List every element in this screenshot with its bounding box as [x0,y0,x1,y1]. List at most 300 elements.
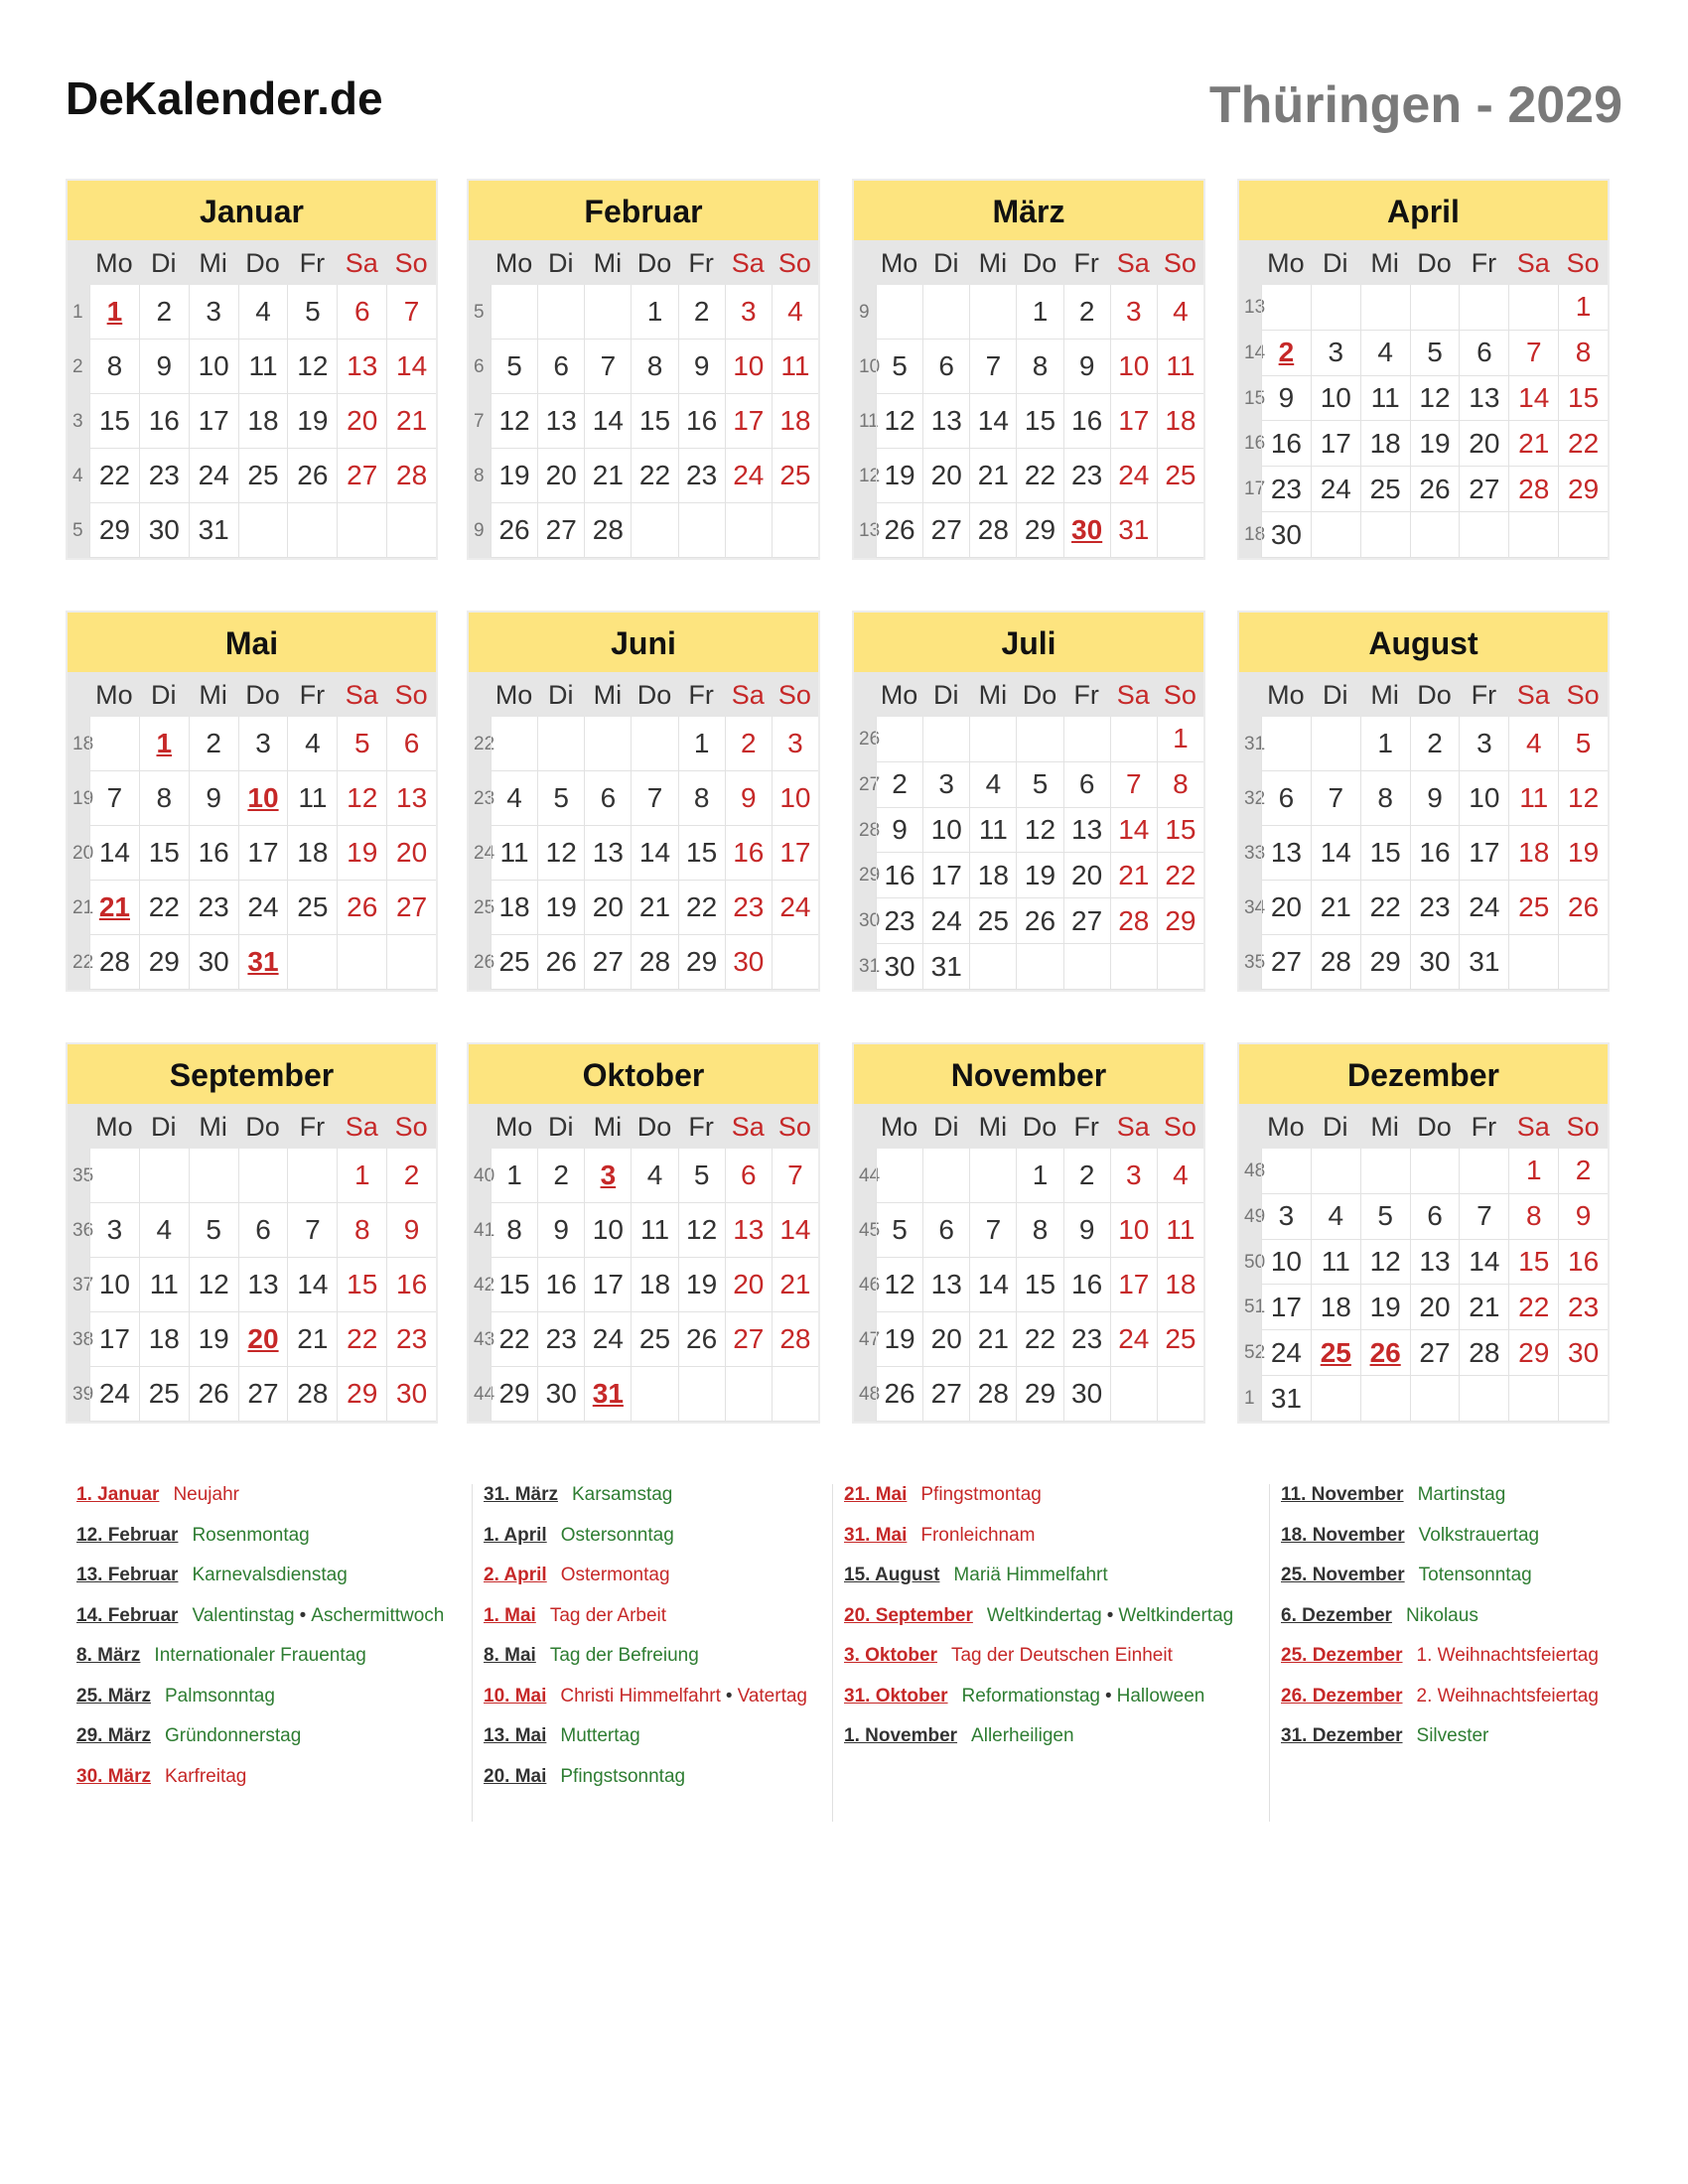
day-cell: 23 [1558,1285,1608,1330]
day-cell: 12 [1016,808,1062,854]
week-row [469,503,818,558]
day-cell: 19 [678,1258,725,1312]
legend-entry [844,1686,1204,1707]
legend-date: 31. Oktober [844,1685,948,1706]
day-cell: 8 [1016,340,1062,394]
day-cell: 6 [386,717,436,771]
day-cell: 26 [876,1367,922,1422]
day-cell: 23 [1410,881,1460,935]
weekday-label: Sa [345,248,378,278]
brand-logo: DeKalender.de [66,72,383,124]
legend-holiday-name: Halloween [1116,1685,1205,1706]
legend-holiday-name: Volkstrauertag [1418,1524,1540,1546]
empty-day-cell [1410,512,1460,558]
day-cell: 28 [1110,898,1157,944]
day-cell: 8 [1360,771,1410,826]
day-cell: 6 [584,771,631,826]
day-cell: 9 [1063,340,1110,394]
month-title: Februar [469,181,818,240]
day-cell: 15 [1360,826,1410,881]
day-cell: 25 [1360,467,1410,512]
day-cell: 10 [189,340,238,394]
day-cell: 13 [922,1258,969,1312]
week-row [68,503,436,558]
legend-entry [484,1565,670,1586]
day-cell: 24 [89,1367,139,1422]
weekday-label: Do [245,680,280,710]
week-number: 50 [1239,1240,1261,1286]
day-cell: 13 [238,1258,288,1312]
day-cell: 16 [1063,394,1110,449]
weekday-label: Sa [1516,1112,1550,1142]
weekday-label: Mi [1370,680,1399,710]
week-number: 18 [68,717,89,771]
empty-day-cell [337,503,386,558]
legend-holiday-name: Weltkindertag [1118,1604,1234,1626]
legend-entry [1281,1484,1505,1506]
weekday-label: Sa [1116,680,1150,710]
empty-day-cell [772,935,818,990]
week-row [68,1149,436,1203]
day-cell: 23 [1063,1312,1110,1367]
day-cell: 23 [725,881,772,935]
weekday-label: Do [1022,1112,1057,1142]
legend-holiday-name: Allerheiligen [971,1725,1074,1746]
week-number-header [68,672,89,717]
empty-day-cell [1410,1149,1460,1194]
legend-divider [832,1484,833,1822]
week-row [854,944,1203,990]
weekday-label: Mi [1370,248,1399,278]
day-cell: 21 [1459,1285,1508,1330]
day-cell: 13 [1261,826,1311,881]
day-cell: 4 [772,285,818,340]
bullet-separator: • [1104,1685,1112,1706]
legend-entry [76,1686,275,1707]
weekday-label: Mi [593,680,623,710]
day-cell: 1 [337,1149,386,1203]
legend-holiday-name: Karsamstag [571,1484,673,1505]
day-cell: 17 [1110,394,1157,449]
legend-holiday-name: 2. Weihnachtsfeiertag [1416,1685,1599,1706]
week-number: 7 [469,394,491,449]
empty-day-cell [1410,1376,1460,1422]
empty-day-cell [386,503,436,558]
day-cell: 5 [1410,331,1460,376]
month-september [66,1042,438,1424]
day-cell: 27 [1459,467,1508,512]
weekday-label: So [777,248,811,278]
legend-entry [1281,1645,1599,1667]
week-number: 51 [1239,1285,1261,1330]
week-row [469,881,818,935]
day-cell: 24 [772,881,818,935]
day-cell: 20 [1459,421,1508,467]
weekday-label: Fr [688,248,714,278]
day-cell: 2 [1558,1149,1608,1194]
bullet-separator: • [725,1685,733,1706]
day-cell: 14 [1110,808,1157,854]
day-cell: 3 [189,285,238,340]
weekday-label: Mo [1267,680,1305,710]
day-cell: 18 [1360,421,1410,467]
legend-holiday-name: Rosenmontag [192,1524,310,1546]
empty-day-cell [1063,944,1110,990]
day-cell: 12 [678,1203,725,1258]
day-cell: 14 [1311,826,1360,881]
week-number: 15 [1239,376,1261,422]
week-row [854,449,1203,503]
weekday-label: Fr [688,1112,714,1142]
weekday-header [68,672,436,717]
empty-day-cell [1016,717,1062,762]
week-number: 4 [68,449,89,503]
day-cell: 26 [1360,1330,1410,1376]
day-cell: 3 [1311,331,1360,376]
day-cell: 6 [922,1203,969,1258]
weekday-label: Fr [299,1112,326,1142]
week-number: 27 [854,762,876,808]
week-number: 8 [469,449,491,503]
day-cell: 27 [1410,1330,1460,1376]
day-cell: 31 [584,1367,631,1422]
day-cell: 27 [922,503,969,558]
day-cell: 11 [1311,1240,1360,1286]
week-number: 5 [68,503,89,558]
legend-date: 1. April [484,1524,547,1546]
day-cell: 16 [725,826,772,881]
month-mai [66,611,438,992]
empty-day-cell [89,717,139,771]
week-row [854,340,1203,394]
empty-day-cell [1261,717,1311,771]
legend-date: 13. Februar [76,1565,179,1585]
empty-day-cell [584,717,631,771]
empty-day-cell [1110,717,1157,762]
day-cell: 17 [772,826,818,881]
day-cell: 17 [1261,1285,1311,1330]
legend-entry [76,1766,246,1788]
day-cell: 25 [1157,1312,1203,1367]
legend-date: 20. Mai [484,1765,547,1787]
legend-entry [1281,1686,1599,1707]
week-number: 18 [1239,512,1261,558]
weekday-label: Do [1022,680,1057,710]
week-row [68,1367,436,1422]
day-cell: 3 [922,762,969,808]
day-cell: 20 [386,826,436,881]
day-cell: 1 [491,1149,537,1203]
day-cell: 5 [189,1203,238,1258]
legend-holiday-name: Weltkindertag [986,1604,1102,1626]
day-cell: 21 [287,1312,337,1367]
day-cell: 24 [1459,881,1508,935]
day-cell: 28 [631,935,677,990]
weekday-header [854,672,1203,717]
weekday-label: So [394,1112,428,1142]
day-cell: 18 [1508,826,1558,881]
day-cell: 17 [189,394,238,449]
legend-entry [76,1725,301,1747]
empty-day-cell [969,944,1016,990]
day-cell: 8 [1157,762,1203,808]
weekday-label: Mo [880,248,918,278]
day-cell: 19 [1016,853,1062,898]
day-cell: 7 [1110,762,1157,808]
week-number: 43 [469,1312,491,1367]
day-cell: 16 [537,1258,584,1312]
weekday-label: Fr [299,680,326,710]
legend-date: 8. Mai [484,1645,536,1666]
legend-holiday-name: Pfingstmontag [920,1484,1042,1505]
day-cell: 6 [725,1149,772,1203]
empty-day-cell [678,1367,725,1422]
day-cell: 15 [1157,808,1203,854]
weekday-label: Fr [1073,680,1099,710]
legend-holiday-name: Karfreitag [164,1765,247,1787]
day-cell: 5 [876,340,922,394]
week-number: 16 [1239,421,1261,467]
day-cell: 20 [725,1258,772,1312]
day-cell: 4 [287,717,337,771]
week-row [68,285,436,340]
legend-holiday-name: Ostermontag [560,1565,670,1585]
legend-entry [484,1645,699,1667]
week-number: 30 [854,898,876,944]
week-number: 29 [854,853,876,898]
day-cell: 22 [1508,1285,1558,1330]
day-cell: 2 [678,285,725,340]
day-cell: 2 [1063,285,1110,340]
empty-day-cell [238,503,288,558]
month-august [1237,611,1610,992]
legend-entry [844,1645,1173,1667]
legend-entry [844,1484,1042,1506]
legend-holiday-name: Vatertag [737,1685,807,1706]
day-cell: 17 [238,826,288,881]
week-number: 39 [68,1367,89,1422]
day-cell: 26 [876,503,922,558]
empty-day-cell [876,285,922,340]
day-cell: 12 [876,394,922,449]
empty-day-cell [386,935,436,990]
day-cell: 12 [1360,1240,1410,1286]
week-row [854,898,1203,944]
weekday-label: Do [636,1112,672,1142]
day-cell: 11 [1508,771,1558,826]
week-row [68,1203,436,1258]
day-cell: 15 [89,394,139,449]
day-cell: 20 [1063,853,1110,898]
empty-day-cell [631,1367,677,1422]
legend-date: 31. Dezember [1281,1725,1403,1746]
week-row [1239,1285,1608,1330]
day-cell: 4 [1508,717,1558,771]
weekday-label: Di [151,248,177,278]
day-cell: 24 [1110,449,1157,503]
week-number: 14 [1239,331,1261,376]
week-row [469,826,818,881]
month-title: November [854,1044,1203,1104]
day-cell: 15 [139,826,189,881]
day-cell: 28 [386,449,436,503]
day-cell: 28 [287,1367,337,1422]
legend-entry [76,1525,310,1547]
day-cell: 13 [1459,376,1508,422]
month-februar [467,179,820,560]
legend-date: 1. Januar [76,1484,160,1505]
day-cell: 24 [922,898,969,944]
weekday-label: So [1163,248,1196,278]
day-cell: 27 [922,1367,969,1422]
weekday-label: Di [1323,248,1348,278]
day-cell: 2 [1261,331,1311,376]
week-row [1239,421,1608,467]
day-cell: 4 [969,762,1016,808]
day-cell: 5 [287,285,337,340]
day-cell: 11 [139,1258,189,1312]
week-row [469,1258,818,1312]
week-row [854,1149,1203,1203]
day-cell: 9 [1558,1194,1608,1240]
week-number: 12 [854,449,876,503]
week-number: 6 [469,340,491,394]
weekday-label: Mi [978,248,1008,278]
day-cell: 24 [1110,1312,1157,1367]
bullet-separator: • [1106,1604,1114,1626]
legend-holiday-name: 1. Weihnachtsfeiertag [1416,1645,1599,1666]
week-number: 49 [1239,1194,1261,1240]
week-number: 5 [469,285,491,340]
legend-entry [76,1484,239,1506]
day-cell: 3 [772,717,818,771]
week-row [469,1312,818,1367]
empty-day-cell [1311,717,1360,771]
legend-date: 8. März [76,1645,141,1666]
legend-date: 29. März [76,1725,151,1746]
day-cell: 20 [1261,881,1311,935]
weekday-header [1239,672,1608,717]
month-title: Dezember [1239,1044,1608,1104]
weekday-label: Sa [1116,1112,1150,1142]
day-cell: 11 [238,340,288,394]
week-number-header [1239,1104,1261,1149]
day-cell: 2 [139,285,189,340]
day-cell: 9 [725,771,772,826]
day-cell: 13 [922,394,969,449]
day-cell: 22 [1157,853,1203,898]
day-cell: 14 [969,1258,1016,1312]
day-cell: 21 [1110,853,1157,898]
weekday-label: Sa [731,680,765,710]
week-number-header [469,672,491,717]
day-cell: 10 [238,771,288,826]
weekday-header [469,240,818,285]
weekday-label: Mi [593,1112,623,1142]
day-cell: 11 [969,808,1016,854]
day-cell: 13 [386,771,436,826]
week-row [1239,935,1608,990]
month-title: März [854,181,1203,240]
empty-day-cell [969,285,1016,340]
day-cell: 3 [1110,285,1157,340]
day-cell: 5 [678,1149,725,1203]
legend-date: 1. Mai [484,1604,536,1626]
week-number: 38 [68,1312,89,1367]
legend-date: 18. November [1281,1524,1405,1546]
legend-holiday-name: Muttertag [560,1725,640,1746]
day-cell: 4 [631,1149,677,1203]
day-cell: 6 [1063,762,1110,808]
day-cell: 24 [238,881,288,935]
page-title: Thüringen - 2029 [1208,76,1622,134]
day-cell: 2 [1410,717,1460,771]
day-cell: 14 [969,394,1016,449]
weekday-label: Mo [880,1112,918,1142]
day-cell: 23 [1261,467,1311,512]
day-cell: 10 [772,771,818,826]
legend-date: 30. März [76,1765,151,1787]
day-cell: 21 [1508,421,1558,467]
weekday-label: Mo [1267,1112,1305,1142]
weekday-label: Mo [95,248,133,278]
day-cell: 18 [491,881,537,935]
empty-day-cell [922,285,969,340]
day-cell: 24 [584,1312,631,1367]
week-row [854,853,1203,898]
week-row [1239,771,1608,826]
day-cell: 20 [537,449,584,503]
day-cell: 10 [725,340,772,394]
empty-day-cell [1261,285,1311,331]
week-row [469,394,818,449]
week-number: 35 [68,1149,89,1203]
day-cell: 27 [386,881,436,935]
day-cell: 30 [537,1367,584,1422]
day-cell: 25 [491,935,537,990]
weekday-header [854,1104,1203,1149]
weekday-label: Sa [345,680,378,710]
day-cell: 4 [1311,1194,1360,1240]
weekday-label: Fr [1471,248,1497,278]
legend-date: 12. Februar [76,1524,179,1546]
day-cell: 11 [491,826,537,881]
legend-holiday-name: Aschermittwoch [311,1604,445,1626]
week-number: 25 [469,881,491,935]
day-cell: 24 [1261,1330,1311,1376]
legend-date: 15. August [844,1565,940,1585]
day-cell: 18 [139,1312,189,1367]
weekday-label: Fr [1073,248,1099,278]
day-cell: 1 [1508,1149,1558,1194]
day-cell: 29 [1360,935,1410,990]
day-cell: 3 [725,285,772,340]
week-row [68,717,436,771]
day-cell: 1 [1016,1149,1062,1203]
legend-divider [472,1484,473,1822]
day-cell: 9 [1261,376,1311,422]
weekday-label: Do [245,1112,280,1142]
legend-holiday-name: Valentinstag [192,1604,295,1626]
weekday-label: Fr [1073,1112,1099,1142]
empty-day-cell [772,503,818,558]
day-cell: 19 [1558,826,1608,881]
day-cell: 29 [1508,1330,1558,1376]
week-number: 22 [469,717,491,771]
weekday-header [68,1104,436,1149]
week-row [469,449,818,503]
day-cell: 22 [1016,1312,1062,1367]
